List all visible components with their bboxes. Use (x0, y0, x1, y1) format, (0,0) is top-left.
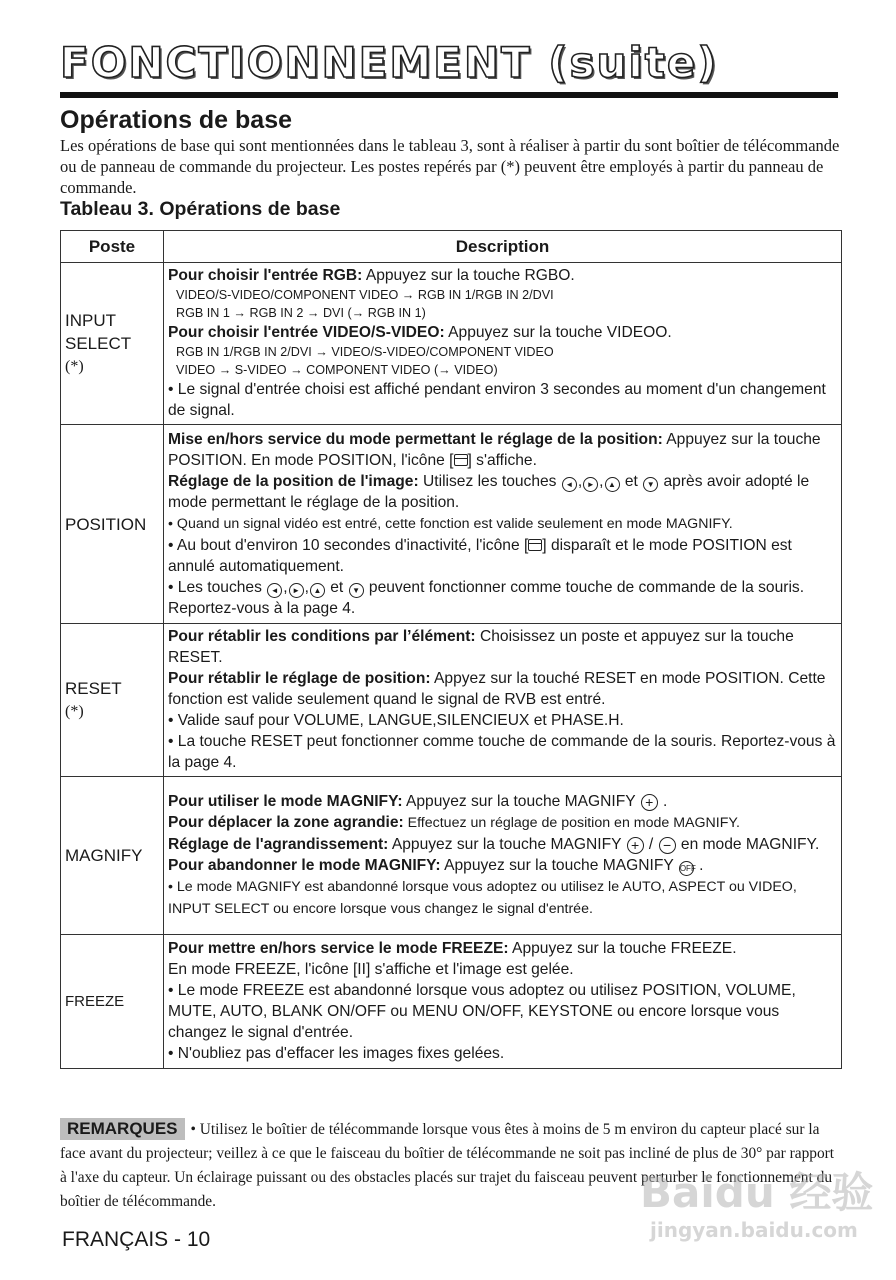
description-line (168, 471, 837, 513)
description-text: , (577, 472, 583, 490)
description-line (168, 513, 837, 535)
description-line (168, 322, 837, 343)
table-row (61, 425, 842, 624)
up-arrow-icon: ▲ (310, 583, 325, 598)
description-line (168, 626, 837, 668)
position-icon (528, 539, 542, 551)
description-cell (164, 777, 842, 935)
title-rule (60, 92, 838, 98)
left-arrow-icon: ◄ (562, 477, 577, 492)
intro-paragraph: Les opérations de base qui sont mentionnées dans le tableau 3, sont à réaliser à partir du sont boîtier de télécommande ou de panneau de commande du projecteur. Les postes repérés par (*) peuvent être employés à partir du panneau de commande. (60, 136, 840, 197)
description-text: Appuyez sur la touche MAGNIFY (402, 792, 640, 810)
bold-label: Réglage de la position de l'image: (168, 472, 419, 490)
description-line (168, 265, 837, 286)
description-cell (164, 263, 842, 425)
sequence-line: VIDEO → S-VIDEO → COMPONENT VIDEO (→ VIDEO) (176, 363, 498, 377)
bold-label: Pour déplacer la zone agrandie: (168, 813, 404, 831)
description-text: Effectuez un réglage de position en mode MAGNIFY. (403, 814, 740, 831)
description-text: . (658, 792, 668, 810)
right-arrow-icon: ► (583, 477, 598, 492)
description-text: • Quand un signal vidéo est entré, cette fonction est valide seulement en mode MAGNIFY. (168, 515, 733, 532)
description-line (168, 577, 837, 619)
table-row (61, 624, 842, 777)
sequence-line: RGB IN 1 → RGB IN 2 → DVI (→ RGB IN 1) (176, 306, 426, 320)
bold-label: Réglage de l'agrandissement: (168, 835, 389, 853)
panel-available-marker: (*) (65, 358, 84, 375)
description-cell (164, 935, 842, 1069)
description-line (168, 812, 837, 834)
description-text: • Le mode FREEZE est abandonné lorsque vous adoptez ou utilisez POSITION, VOLUME, MUTE, AUTO, BLANK ON/OFF ou MENU ON/OFF, KEYSTONE ou encore lorsque vous changez le signal d'entrée. (168, 982, 796, 1041)
description-line (168, 938, 837, 959)
poste-label: INPUT (65, 311, 116, 330)
left-arrow-icon: ◄ (267, 583, 282, 598)
description-line (168, 876, 837, 920)
poste-cell (61, 935, 164, 1069)
poste-label: FREEZE (65, 993, 125, 1010)
down-arrow-icon: ▼ (643, 477, 658, 492)
down-arrow-icon: ▼ (349, 583, 364, 598)
bold-label: Pour rétablir les conditions par l’élément: (168, 628, 476, 645)
description-text: ] s'affiche. (467, 451, 537, 469)
description-text: • Valide sauf pour VOLUME, LANGUE,SILENCIEUX et PHASE.H. (168, 712, 624, 729)
operations-table (60, 230, 842, 1069)
watermark-url: jingyan.baidu.com (650, 1218, 858, 1242)
description-cell (164, 425, 842, 624)
description-text: • La touche RESET peut fonctionner comme touche de commande de la souris. Reportez-vous à la page 4. (168, 733, 836, 771)
description-text: après avoir adopté le mode permettant le réglage de la position. (168, 472, 810, 511)
poste-cell (61, 777, 164, 935)
description-text: Appyez sur la touché RESET en mode POSITION. Cette fonction est valide seulement quand le signal de RVB est entré. (168, 670, 826, 708)
description-line (168, 379, 837, 421)
poste-cell (61, 425, 164, 624)
description-text: peuvent fonctionner comme touche de commande de la souris. Reportez-vous à la page 4. (168, 578, 805, 617)
description-line (168, 710, 837, 731)
poste-label: POSITION (65, 514, 147, 534)
description-text: Appuyez sur la touche RGBO. (362, 267, 575, 284)
description-line (168, 1043, 837, 1064)
page-number: FRANÇAIS - 10 (62, 1228, 211, 1251)
bold-label: Pour utiliser le mode MAGNIFY: (168, 792, 403, 810)
bold-label: Pour choisir l'entrée RGB: (168, 267, 363, 284)
description-line (168, 791, 837, 812)
description-text: ] disparaît et le mode POSITION est annulé automatiquement. (168, 536, 792, 575)
description-text: Utilisez les touches (418, 472, 561, 490)
column-header-poste: Poste (61, 231, 164, 263)
poste-label: RESET (65, 679, 122, 698)
description-text: • N'oubliez pas d'effacer les images fixes gelées. (168, 1045, 505, 1062)
watermark-logo: Baidu 经验 (640, 1168, 874, 1217)
description-line (168, 959, 837, 980)
description-text: . (694, 856, 704, 874)
column-header-description: Description (164, 231, 842, 263)
poste-cell (61, 624, 164, 777)
table-title: Tableau 3. Opérations de base (60, 198, 341, 220)
description-line (168, 980, 837, 1043)
description-text: Choisissez un poste et appuyez sur la touche RESET. (168, 628, 794, 666)
panel-available-marker: (*) (65, 703, 84, 720)
description-text: en mode MAGNIFY. (676, 835, 820, 853)
bold-label: Pour mettre en/hors service le mode FREEZE: (168, 940, 509, 957)
magnify-off-icon: OFF (679, 861, 694, 876)
description-text: , (304, 578, 309, 596)
description-text: Appuyez sur la touche VIDEOO. (444, 324, 672, 341)
sequence-line: RGB IN 1/RGB IN 2/DVI → VIDEO/S-VIDEO/COMPONENT VIDEO (176, 345, 554, 359)
description-text: et (325, 578, 348, 596)
description-text: Appuyez sur la touche MAGNIFY (440, 856, 678, 874)
table-row (61, 777, 842, 935)
description-cell (164, 624, 842, 777)
description-line (168, 855, 837, 876)
description-text: • Au bout d'environ 10 secondes d'inactivité, l'icône [ (168, 536, 529, 554)
right-arrow-icon: ► (289, 583, 304, 598)
page-title: FONCTIONNEMENT (suite) (60, 38, 719, 87)
poste-label: SELECT (65, 334, 132, 353)
bold-label: Pour abandonner le mode MAGNIFY: (168, 856, 441, 874)
description-text: En mode FREEZE, l'icône [II] s'affiche et l'image est gelée. (168, 961, 574, 978)
description-text: , (599, 472, 604, 490)
description-text: / (644, 835, 658, 853)
description-text: • Le signal d'entrée choisi est affiché pendant environ 3 secondes au moment d'un changement de signal. (168, 381, 826, 419)
magnify-on-icon: + (627, 837, 644, 854)
description-text: , (283, 578, 288, 596)
bold-label: Mise en/hors service du mode permettant le réglage de la position: (168, 430, 663, 448)
section-heading: Opérations de base (60, 106, 293, 134)
sequence-line: VIDEO/S-VIDEO/COMPONENT VIDEO → RGB IN 1/RGB IN 2/DVI (176, 288, 554, 302)
description-text: Appuyez sur la touche POSITION. En mode POSITION, l'icône [ (168, 430, 821, 469)
magnify-minus-icon: − (659, 837, 676, 854)
table-row (61, 263, 842, 425)
description-text: • Le mode MAGNIFY est abandonné lorsque vous adoptez ou utilisez le AUTO, ASPECT ou VIDEO, INPUT SELECT ou encore lorsque vous changez le signal d'entrée. (168, 878, 797, 917)
description-text: • Les touches (168, 578, 267, 596)
table-header-row (61, 231, 842, 263)
description-text: Appuyez sur la touche FREEZE. (508, 940, 737, 957)
description-line (168, 668, 837, 710)
description-text: Appuyez sur la touche MAGNIFY (388, 835, 626, 853)
remarks-label: REMARQUES (60, 1118, 185, 1140)
poste-cell (61, 263, 164, 425)
bold-label: Pour rétablir le réglage de position: (168, 670, 431, 687)
description-line (168, 731, 837, 773)
magnify-on-icon: + (641, 794, 658, 811)
description-line (168, 429, 837, 471)
description-line (168, 535, 837, 577)
description-text: et (620, 472, 643, 490)
poste-label: MAGNIFY (65, 846, 143, 865)
description-line (168, 834, 837, 855)
bold-label: Pour choisir l'entrée VIDEO/S-VIDEO: (168, 324, 445, 341)
up-arrow-icon: ▲ (605, 477, 620, 492)
position-icon (454, 454, 468, 466)
remarks-text: • Utilisez le boîtier de télécommande lorsque vous êtes à moins de 5 m environ du capteur placé sur la face avant du projecteur; veillez à ce que le faisceau du boîtier de télécommande ne soit pas incliné de plus de 30° par rapport à l'axe du capteur. Un éclairage puissant ou des obstacles placés sur trajet du faisceau peuvent perturber le fonctionnement du boîtier de télécommande. (60, 1121, 835, 1210)
table-row (61, 935, 842, 1069)
